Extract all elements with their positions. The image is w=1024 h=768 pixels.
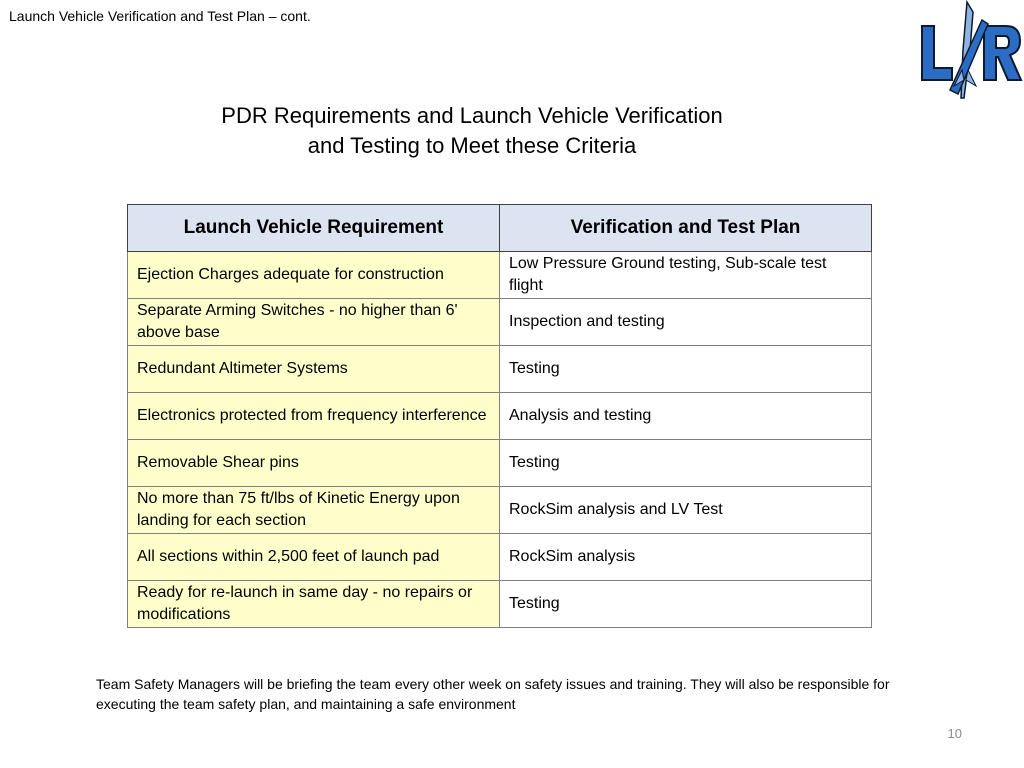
safety-note: Team Safety Managers will be briefing the team every other week on safety issues and training. They will also be responsible for executing the team safety plan, and maintaining a safe environment bbox=[96, 676, 890, 712]
table-header-row bbox=[128, 205, 872, 252]
column-header-requirement: Launch Vehicle Requirement bbox=[128, 205, 500, 252]
plan-cell: Testing bbox=[500, 346, 872, 393]
requirement-cell: No more than 75 ft/lbs of Kinetic Energy upon landing for each section bbox=[128, 487, 500, 534]
plan-cell: Testing bbox=[500, 581, 872, 628]
table-row bbox=[128, 440, 872, 487]
plan-cell: Testing bbox=[500, 440, 872, 487]
requirement-cell: Ready for re-launch in same day - no repairs or modifications bbox=[128, 581, 500, 628]
slide-title bbox=[150, 101, 794, 161]
plan-cell: Inspection and testing bbox=[500, 299, 872, 346]
requirement-cell: Separate Arming Switches - no higher than 6' above base bbox=[128, 299, 500, 346]
plan-cell: RockSim analysis and LV Test bbox=[500, 487, 872, 534]
requirement-cell: Ejection Charges adequate for construction bbox=[128, 252, 500, 299]
requirement-cell: All sections within 2,500 feet of launch pad bbox=[128, 534, 500, 581]
slide-title-line-1: PDR Requirements and Launch Vehicle Verification bbox=[221, 103, 723, 128]
slide-title-line-2: and Testing to Meet these Criteria bbox=[307, 133, 637, 158]
table-row bbox=[128, 534, 872, 581]
requirements-table bbox=[127, 204, 872, 628]
plan-cell: RockSim analysis bbox=[500, 534, 872, 581]
logo-letter-l bbox=[922, 26, 952, 80]
page-number: 10 bbox=[947, 726, 962, 741]
column-header-plan: Verification and Test Plan bbox=[500, 205, 872, 252]
table-row bbox=[128, 299, 872, 346]
lr-logo bbox=[918, 0, 1024, 106]
requirement-cell: Removable Shear pins bbox=[128, 440, 500, 487]
requirement-cell: Redundant Altimeter Systems bbox=[128, 346, 500, 393]
plan-cell: Analysis and testing bbox=[500, 393, 872, 440]
requirement-cell: Electronics protected from frequency interference bbox=[128, 393, 500, 440]
table-row bbox=[128, 487, 872, 534]
header-title: Launch Vehicle Verification and Test Plan – cont. bbox=[9, 8, 311, 24]
table-row bbox=[128, 346, 872, 393]
plan-cell: Low Pressure Ground testing, Sub-scale test flight bbox=[500, 252, 872, 299]
table-row bbox=[128, 581, 872, 628]
logo-letter-r bbox=[984, 26, 1021, 80]
table-row bbox=[128, 252, 872, 299]
table-row bbox=[128, 393, 872, 440]
